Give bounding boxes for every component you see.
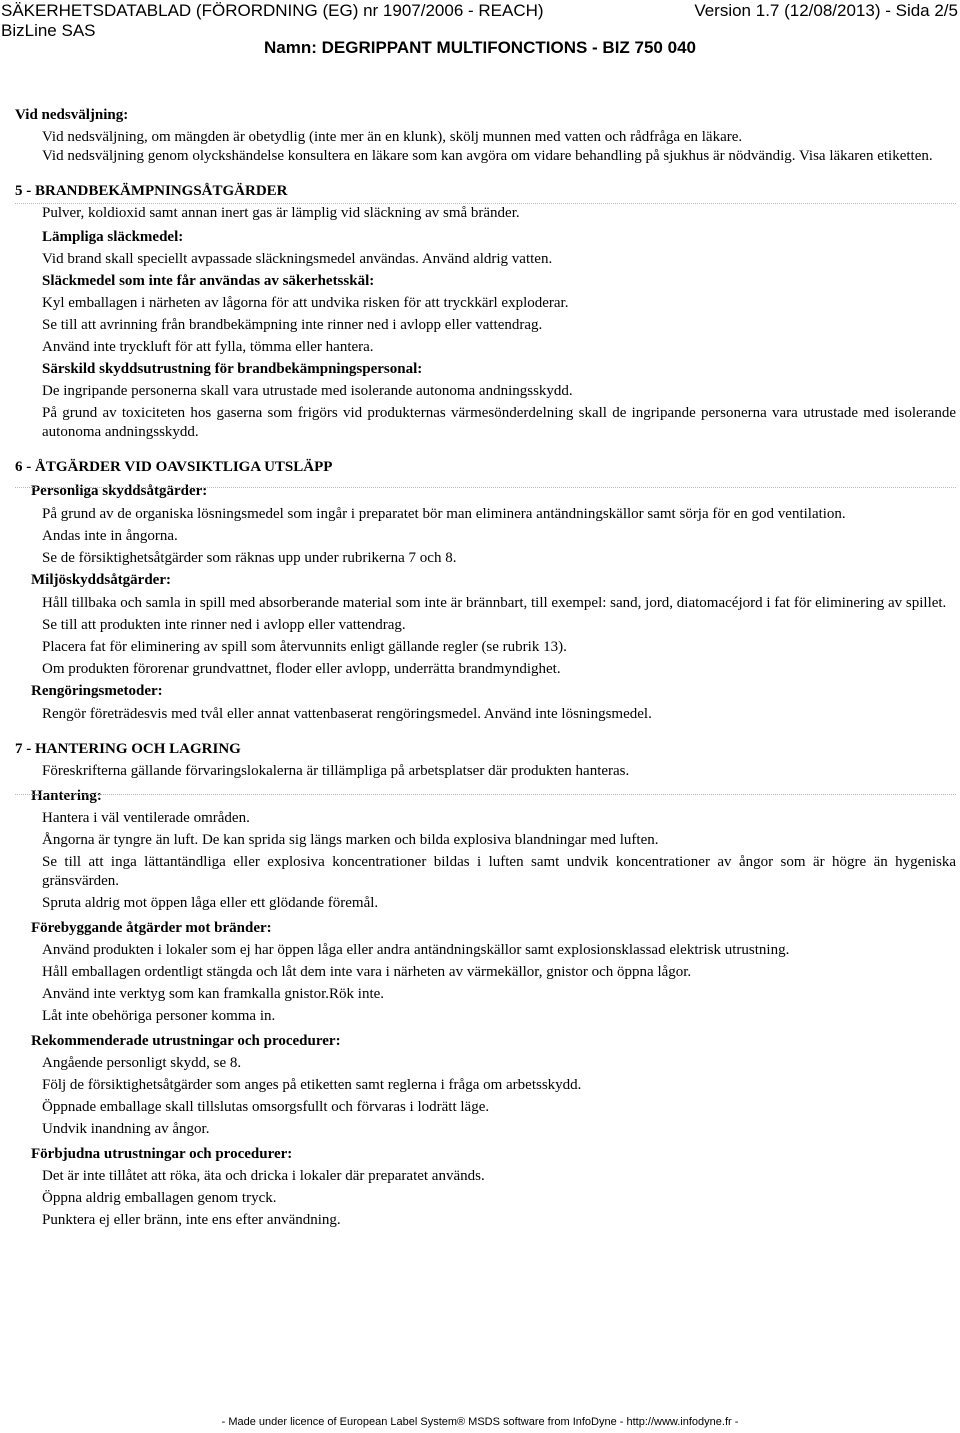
environmental-text-1: Håll tillbaka och samla in spill med absorberande material som inte är brännbart, till exempel: sand, jord, diatomacéjord i fat för eliminering av spillet. (42, 595, 947, 611)
version-page-info: Version 1.7 (12/08/2013) - Sida 2/5 (694, 1, 958, 20)
section-5-title: 5 - BRANDBEKÄMPNINGSÅTGÄRDER (15, 183, 288, 199)
environmental-heading: Miljöskyddsåtgärder: (31, 572, 171, 588)
fire-text-3: Använd inte verktyg som kan framkalla gnistor.Rök inte. (42, 986, 385, 1002)
suitable-media-heading: Lämpliga släckmedel: (42, 229, 184, 245)
page-header (0, 0, 960, 62)
handling-text-3: Se till att inga lättantändliga eller explosiva koncentrationer bildas i luften samt undvik koncentrationer av ångor som är högre än hygeniska gränsvärden. (42, 854, 956, 889)
recommended-equipment-heading: Rekommenderade utrustningar och procedurer: (31, 1033, 341, 1049)
section-divider (15, 794, 956, 795)
suitable-media-text: Vid brand skall speciellt avpassade släckningsmedel användas. Använd aldrig vatten. (42, 251, 553, 267)
handling-text-1: Hantera i väl ventilerade områden. (42, 810, 250, 826)
environmental-text-4: Om produkten förorenar grundvattnet, floder eller avlopp, underrätta brandmyndighet. (42, 661, 561, 677)
fire-text-4: Låt inte obehöriga personer komma in. (42, 1008, 276, 1024)
s5-intro: Pulver, koldioxid samt annan inert gas är lämplig vid släckning av små bränder. (42, 205, 520, 221)
section-divider (15, 487, 956, 488)
environmental-text-2: Se till att produkten inte rinner ned i avlopp eller vattendrag. (42, 617, 406, 633)
personal-text-1: På grund av de organiska lösningsmedel som ingår i preparatet bör man eliminera antändningskällor samt sörja för en god ventilation. (42, 506, 846, 522)
handling-heading: Hantering: (31, 788, 102, 804)
fire-prevention-heading: Förebyggande åtgärder mot bränder: (31, 920, 272, 936)
unsuitable-text-2: Se till att avrinning från brandbekämpning inte rinner ned i avlopp eller vattendrag. (42, 317, 543, 333)
recommended-text-3: Öppnade emballage skall tillslutas omsorgsfullt och förvaras i lodrätt läge. (42, 1099, 490, 1115)
handling-text-2: Ångorna är tyngre än luft. De kan sprida sig längs marken och bilda explosiva blandningar med luften. (42, 832, 659, 848)
forbidden-text-1: Det är inte tillåtet att röka, äta och dricka i lokaler där preparatet används. (42, 1168, 485, 1184)
section-7-title: 7 - HANTERING OCH LAGRING (15, 741, 241, 757)
s7-intro: Föreskrifterna gällande förvaringslokalerna är tillämpliga på arbetsplatser där produkten hanteras. (42, 763, 630, 779)
cleaning-methods-heading: Rengöringsmetoder: (31, 683, 163, 699)
unsuitable-text-1: Kyl emballagen i närheten av lågorna för att undvika risken för att tryckkärl exploderar. (42, 295, 569, 311)
ingestion-text-1: Vid nedsväljning, om mängden är obetydlig (inte mer än en klunk), skölj munnen med vatten och rådfråga en läkare. (42, 129, 743, 145)
document-title: SÄKERHETSDATABLAD (FÖRORDNING (EG) nr 1907/2006 - REACH) (1, 1, 544, 20)
product-name: Namn: DEGRIPPANT MULTIFONCTIONS - BIZ 750 040 (264, 38, 696, 57)
forbidden-text-2: Öppna aldrig emballagen genom tryck. (42, 1190, 277, 1206)
personal-text-2: Andas inte in ångorna. (42, 528, 178, 544)
unsuitable-media-heading: Släckmedel som inte får användas av säkerhetsskäl: (42, 273, 375, 289)
recommended-text-2: Följ de försiktighetsåtgärder som anges på etiketten samt reglerna i fråga om arbetsskydd. (42, 1077, 582, 1093)
recommended-text-1: Angående personligt skydd, se 8. (42, 1055, 242, 1071)
ingestion-text-2: Vid nedsväljning genom olyckshändelse konsultera en läkare som kan avgöra om vidare behandling på sjukhus är nödvändig. Visa läkaren etiketten. (42, 148, 933, 164)
fire-text-1: Använd produkten i lokaler som ej har öppen låga eller andra antändningskällor samt explosionsklassad elektrisk utrustning. (42, 942, 790, 958)
protective-equipment-heading: Särskild skyddsutrustning för brandbekämpningspersonal: (42, 361, 423, 377)
recommended-text-4: Undvik inandning av ångor. (42, 1121, 210, 1137)
forbidden-text-3: Punktera ej eller bränn, inte ens efter användning. (42, 1212, 341, 1228)
fire-text-2: Håll emballagen ordentligt stängda och låt dem inte vara i närheten av värmekällor, gnistor och öppna lågor. (42, 964, 692, 980)
personal-precautions-heading: Personliga skyddsåtgärder: (31, 483, 208, 499)
ingestion-heading: Vid nedsväljning: (15, 107, 129, 123)
unsuitable-text-3: Använd inte tryckluft för att fylla, tömma eller hantera. (42, 339, 374, 355)
personal-text-3: Se de försiktighetsåtgärder som räknas upp under rubrikerna 7 och 8. (42, 550, 457, 566)
cleaning-text-1: Rengör företrädesvis med tvål eller annat vattenbaserat rengöringsmedel. Använd inte lösningsmedel. (42, 706, 652, 722)
company-name: BizLine SAS (1, 21, 96, 40)
handling-text-4: Spruta aldrig mot öppen låga eller ett glödande föremål. (42, 895, 379, 911)
section-6-title: 6 - ÅTGÄRDER VID OAVSIKTLIGA UTSLÄPP (15, 459, 333, 475)
environmental-text-3: Placera fat för eliminering av spill som återvunnits enligt gällande regler (se rubrik 13). (42, 639, 567, 655)
forbidden-equipment-heading: Förbjudna utrustningar och procedurer: (31, 1146, 293, 1162)
section-divider (15, 203, 956, 204)
document-body (0, 100, 960, 1230)
protective-text-1: De ingripande personerna skall vara utrustade med isolerande autonoma andningsskydd. (42, 383, 573, 399)
protective-text-2: På grund av toxiciteten hos gaserna som frigörs vid produkternas värmesönderdelning skall de ingripande personerna vara utrustade med isolerande autonoma andningsskydd. (42, 405, 956, 440)
page-footer: - Made under licence of European Label System® MSDS software from InfoDyne - http://www.infodyne.fr - (221, 1416, 739, 1428)
